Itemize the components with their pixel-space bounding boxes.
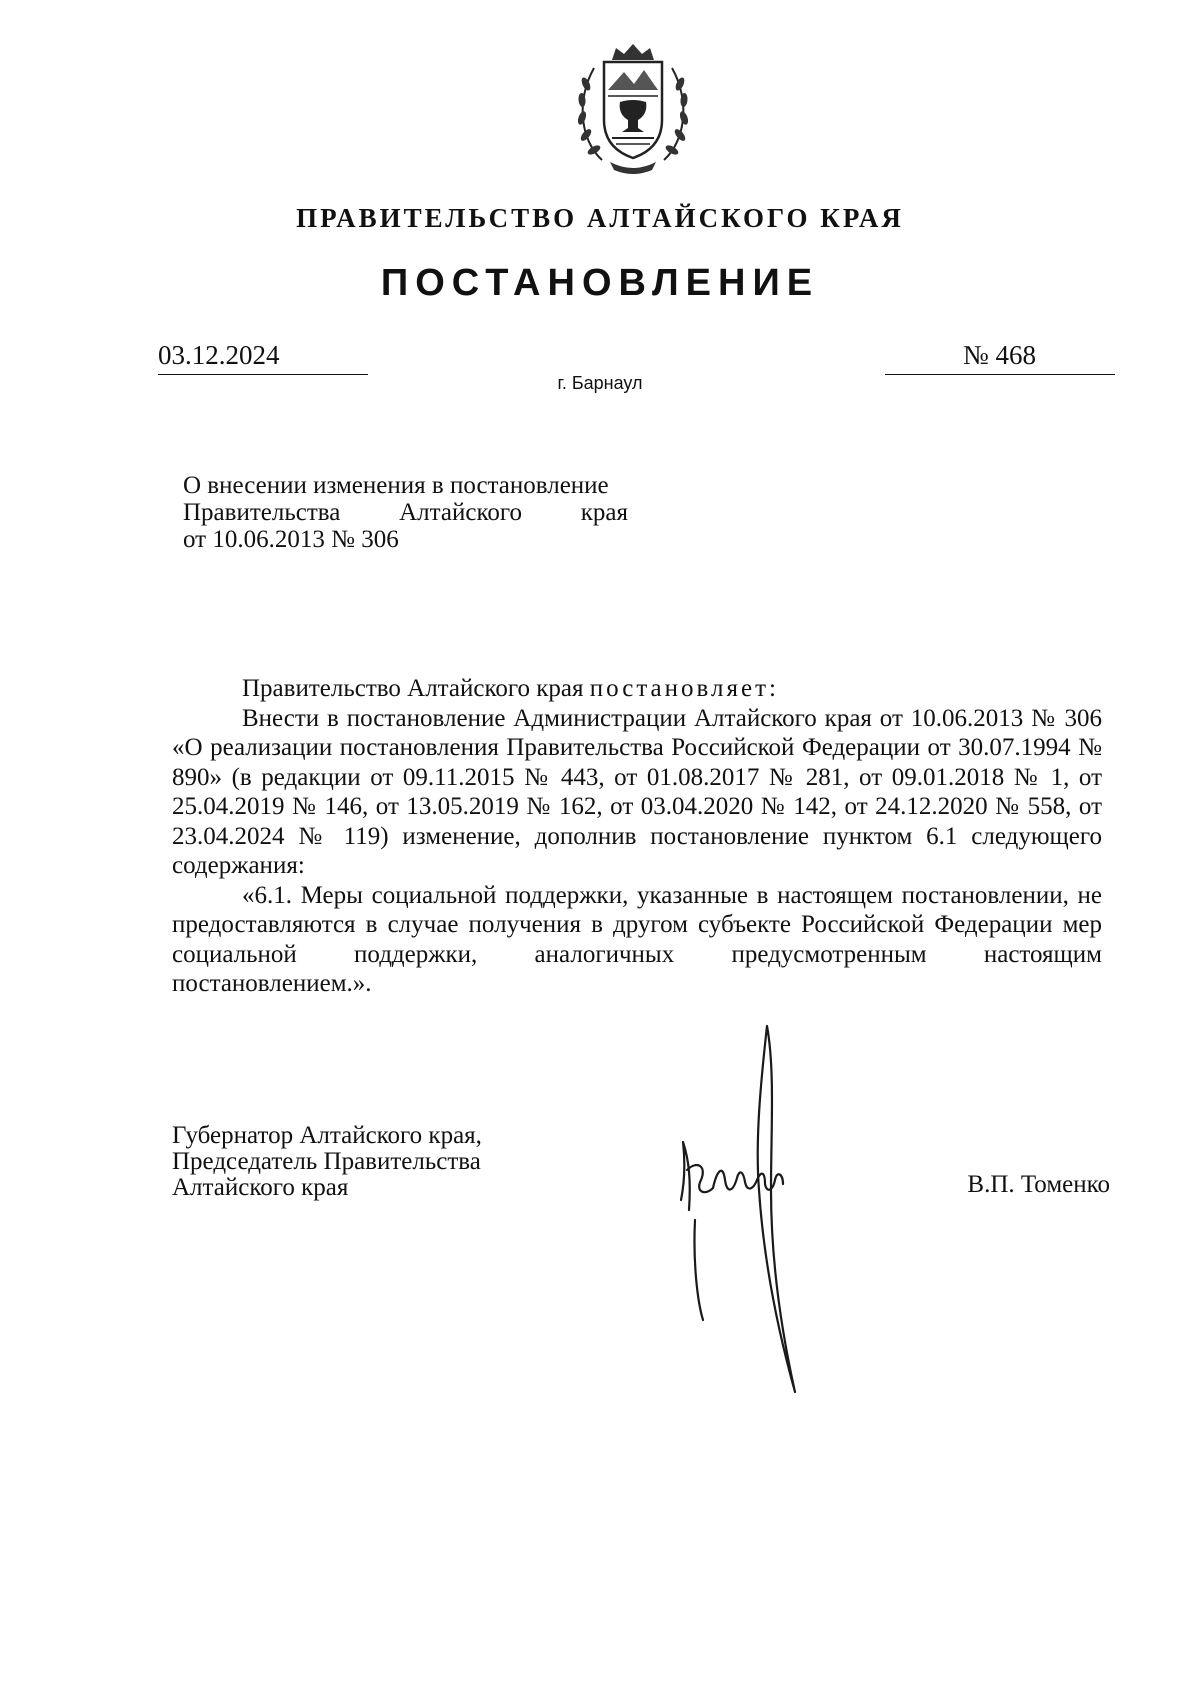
organization-name: ПРАВИТЕЛЬСТВО АЛТАЙСКОГО КРАЯ — [296, 203, 904, 233]
document-body — [172, 674, 1102, 999]
signer-name: В.П. Томенко — [967, 1171, 1110, 1198]
paragraph-2: «6.1. Меры социальной поддержки, указанные в настоящем постановлении, не предоставляются в случае получения в другом субъекте Российской Федерации мер социальной поддержки, аналогичных предусмотренным настоящим постановлением.». — [172, 881, 1102, 997]
subject-line-2: Правительства Алтайского края — [183, 499, 628, 526]
handwritten-signature — [675, 1020, 850, 1400]
coat-of-arms-icon — [572, 40, 694, 175]
signer-title — [172, 1123, 552, 1201]
preamble-decree-word: постановляет: — [589, 675, 779, 702]
signer-title-line-3: Алтайского края — [172, 1174, 349, 1201]
document-date: 03.12.2024 — [158, 340, 368, 375]
subject-line-3: от 10.06.2013 № 306 — [183, 526, 399, 553]
paragraph-1: Внести в постановление Администрации Алтайского края от 10.06.2013 № 306 «О реализации постановления Правительства Российской Федерации от 30.07.1994 № 890» (в редакции от 09.11.2015 № 443, от 01.08.2017 № 281, от 09.01.2018 № 1, от 25.04.2019 № 146, от 13.05.2019 № 162, от 03.04.2020 № 142, от 24.12.2020 № 558, от 23.04.2024 № 119) изменение, дополнив постановление пунктом 6.1 следующего содержания: — [172, 704, 1102, 879]
signer-title-line-2: Председатель Правительства — [172, 1148, 481, 1175]
subject-line-1: О внесении изменения в постановление — [183, 472, 609, 499]
signer-title-line-1: Губернатор Алтайского края, — [172, 1122, 482, 1149]
document-subject — [183, 472, 628, 553]
document-type: ПОСТАНОВЛЕНИЕ — [380, 262, 820, 304]
preamble — [172, 674, 1102, 704]
document-number: № 468 — [885, 340, 1115, 375]
document-city: г. Барнаул — [557, 373, 643, 393]
preamble-text: Правительство Алтайского края — [242, 675, 590, 702]
